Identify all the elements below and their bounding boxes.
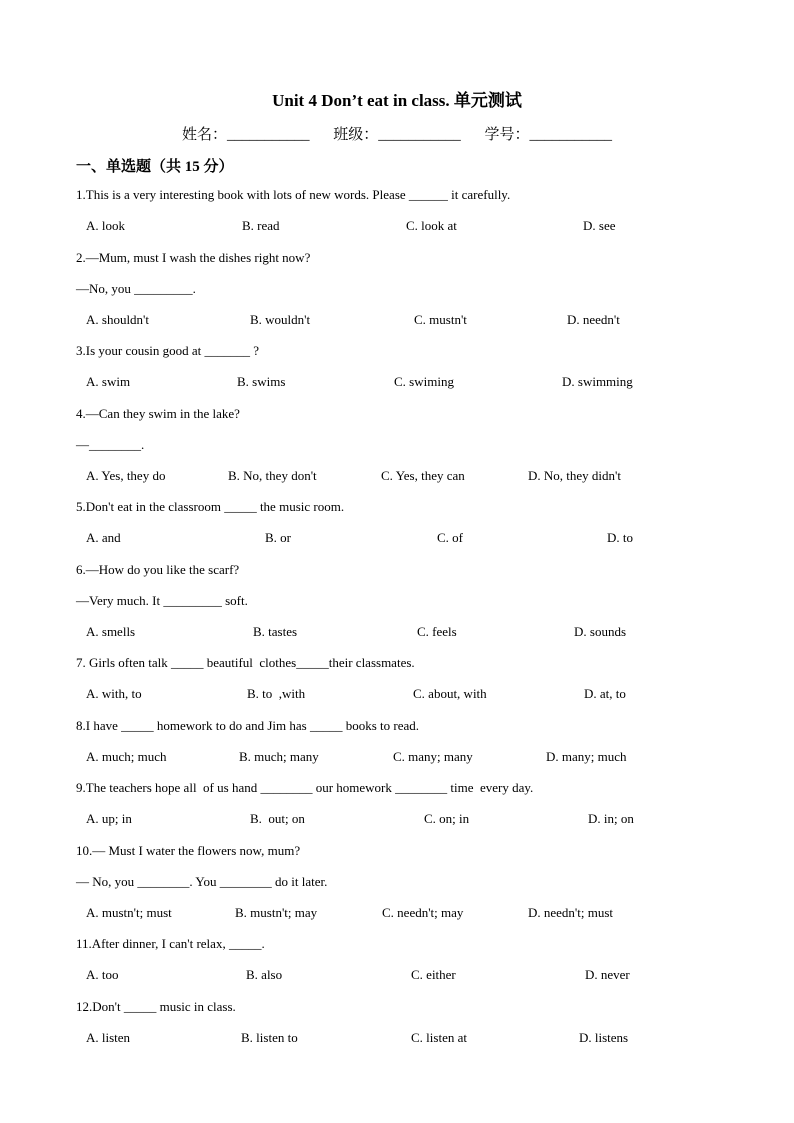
q11-option-a: A. too: [86, 967, 119, 982]
question-6-text: 6.—How do you like the scarf?: [76, 562, 240, 577]
q4-option-d: D. No, they didn't: [528, 468, 621, 483]
q9-option-c: C. on; in: [424, 811, 470, 826]
q2-option-d: D. needn't: [567, 312, 620, 327]
question-6-answer-line: —Very much. It _________ soft.: [76, 593, 248, 608]
q7-option-d: D. at, to: [584, 686, 626, 701]
q1-option-b: B. read: [242, 218, 280, 233]
q6-option-a: A. smells: [86, 624, 136, 639]
q7-option-c: C. about, with: [413, 686, 487, 701]
q10-option-b: B. mustn't; may: [235, 905, 318, 920]
question-11-text: 11.After dinner, I can't relax, _____.: [76, 936, 265, 951]
question-2-answer-line: —No, you _________.: [76, 281, 196, 296]
question-10-text: 10.— Must I water the flowers now, mum?: [76, 843, 301, 858]
q8-option-c: C. many; many: [393, 749, 473, 764]
q10-option-a: A. mustn't; must: [86, 905, 172, 920]
q3-option-a: A. swim: [86, 374, 131, 389]
q8-option-b: B. much; many: [239, 749, 319, 764]
q8-option-a: A. much; much: [86, 749, 167, 764]
question-9-text: 9.The teachers hope all of us hand ________ our homework ________ time every day.: [76, 780, 534, 795]
q1-option-d: D. see: [583, 218, 616, 233]
q2-option-b: B. wouldn't: [250, 312, 311, 327]
q1-option-a: A. look: [86, 218, 125, 233]
question-5-text: 5.Don't eat in the classroom _____ the music room.: [76, 499, 345, 514]
page-title: Unit 4 Don’t eat in class. 单元测试: [272, 91, 522, 110]
q5-option-a: A. and: [86, 530, 121, 545]
q6-option-b: B. tastes: [253, 624, 298, 639]
question-3-text: 3.Is your cousin good at _______ ?: [76, 343, 260, 358]
section-title: 一、单选题（共 15 分）: [76, 159, 234, 175]
q11-option-c: C. either: [411, 967, 456, 982]
q2-option-a: A. shouldn't: [86, 312, 150, 327]
name-field-label: 姓名：___________: [181, 127, 310, 143]
q9-option-a: A. up; in: [86, 811, 132, 826]
student-id-field-label: 学号：___________: [484, 127, 613, 143]
q9-option-b: B. out; on: [250, 811, 305, 826]
q5-option-c: C. of: [437, 530, 463, 545]
q1-option-c: C. look at: [406, 218, 457, 233]
question-4-text: 4.—Can they swim in the lake?: [76, 406, 240, 421]
question-4-answer-line: —________.: [76, 437, 145, 452]
q10-option-d: D. needn't; must: [528, 905, 614, 920]
q10-option-c: C. needn't; may: [382, 905, 464, 920]
q9-option-d: D. in; on: [588, 811, 634, 826]
q5-option-d: D. to: [607, 530, 633, 545]
question-8-text: 8.I have _____ homework to do and Jim has _____ books to read.: [76, 718, 420, 733]
question-1-text: 1.This is a very interesting book with lots of new words. Please ______ it carefully.: [76, 187, 511, 202]
q6-option-d: D. sounds: [574, 624, 627, 639]
q11-option-d: D. never: [585, 967, 630, 982]
q12-option-c: C. listen at: [411, 1030, 467, 1045]
question-2-text: 2.—Mum, must I wash the dishes right now?: [76, 250, 311, 265]
question-12-text: 12.Don't _____ music in class.: [76, 999, 236, 1014]
q5-option-b: B. or: [265, 530, 291, 545]
q11-option-b: B. also: [246, 967, 283, 982]
class-field-label: 班级：___________: [333, 127, 461, 143]
q6-option-c: C. feels: [417, 624, 457, 639]
q7-option-b: B. to ,with: [247, 686, 306, 701]
q12-option-a: A. listen: [86, 1030, 131, 1045]
q7-option-a: A. with, to: [86, 686, 142, 701]
question-7-text: 7. Girls often talk _____ beautiful clothes_____their classmates.: [76, 655, 415, 670]
q12-option-b: B. listen to: [241, 1030, 298, 1045]
q12-option-d: D. listens: [579, 1030, 629, 1045]
q4-option-b: B. No, they don't: [228, 468, 317, 483]
q4-option-a: A. Yes, they do: [86, 468, 166, 483]
q2-option-c: C. mustn't: [414, 312, 467, 327]
q3-option-d: D. swimming: [562, 374, 633, 389]
q4-option-c: C. Yes, they can: [381, 468, 465, 483]
q8-option-d: D. many; much: [546, 749, 627, 764]
q3-option-b: B. swims: [237, 374, 286, 389]
student-info-row: [0, 123, 794, 144]
q3-option-c: C. swiming: [394, 374, 454, 389]
question-10-answer-line: — No, you ________. You ________ do it later.: [76, 874, 328, 889]
